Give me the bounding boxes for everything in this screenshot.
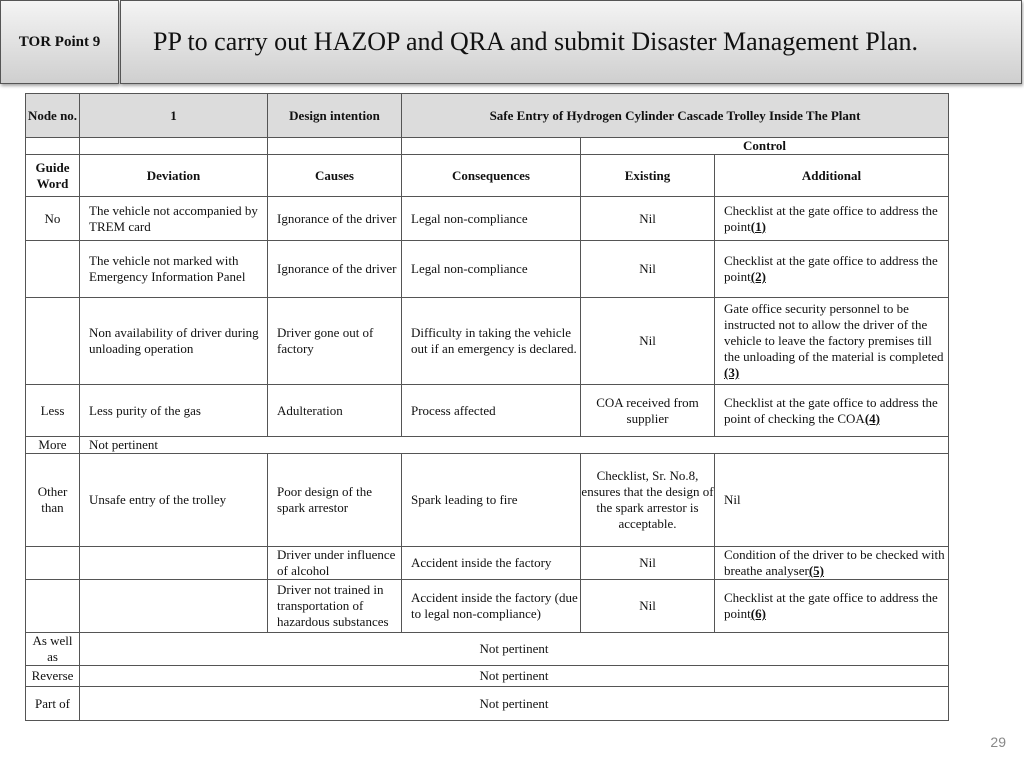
table-row bbox=[26, 687, 949, 721]
table-row bbox=[26, 454, 949, 547]
node-header-row bbox=[26, 94, 949, 138]
additional-control: Checklist at the gate office to address the point of checking the COA(4) bbox=[715, 385, 949, 437]
deviation bbox=[80, 547, 268, 580]
deviation: Non availability of driver during unloading operation bbox=[80, 298, 268, 385]
guide-word: As well as bbox=[26, 633, 80, 666]
design-intention-value: Safe Entry of Hydrogen Cylinder Cascade Trolley Inside The Plant bbox=[402, 94, 949, 138]
col-deviation: Deviation bbox=[80, 155, 268, 197]
guide-word bbox=[26, 547, 80, 580]
col-consequences: Consequences bbox=[402, 155, 581, 197]
table-row bbox=[26, 241, 949, 298]
deviation bbox=[80, 580, 268, 633]
existing-control: Nil bbox=[581, 197, 715, 241]
additional-control: Gate office security personnel to be instructed not to allow the driver of the vehicle to leave the factory premises till the unloading of the material is completed (3) bbox=[715, 298, 949, 385]
control-label: Control bbox=[581, 138, 949, 155]
guide-word: Less bbox=[26, 385, 80, 437]
column-header-row bbox=[26, 155, 949, 197]
deviation: Not pertinent bbox=[80, 437, 949, 454]
existing-control: Nil bbox=[581, 298, 715, 385]
table-row bbox=[26, 580, 949, 633]
guide-word bbox=[26, 298, 80, 385]
table-row bbox=[26, 666, 949, 687]
additional-control: Nil bbox=[715, 454, 949, 547]
col-causes: Causes bbox=[268, 155, 402, 197]
existing-control: Checklist, Sr. No.8, ensures that the design of the spark arrestor is acceptable. bbox=[581, 454, 715, 547]
additional-control: Condition of the driver to be checked with breathe analyser(5) bbox=[715, 547, 949, 580]
guide-word bbox=[26, 241, 80, 298]
additional-control: Checklist at the gate office to address the point(1) bbox=[715, 197, 949, 241]
table-row bbox=[26, 437, 949, 454]
col-additional: Additional bbox=[715, 155, 949, 197]
existing-control: Nil bbox=[581, 547, 715, 580]
cause: Ignorance of the driver bbox=[268, 241, 402, 298]
existing-control: Nil bbox=[581, 241, 715, 298]
guide-word: Other than bbox=[26, 454, 80, 547]
tor-point-label: TOR Point 9 bbox=[0, 0, 119, 84]
deviation: Unsafe entry of the trolley bbox=[80, 454, 268, 547]
reference-number: (1) bbox=[750, 218, 766, 234]
deviation: Less purity of the gas bbox=[80, 385, 268, 437]
additional-control: Checklist at the gate office to address the point(6) bbox=[715, 580, 949, 633]
table-row bbox=[26, 633, 949, 666]
consequence: Spark leading to fire bbox=[402, 454, 581, 547]
table-row bbox=[26, 547, 949, 580]
merged-cell: Not pertinent bbox=[80, 666, 949, 687]
page-number: 29 bbox=[990, 734, 1006, 750]
consequence: Legal non-compliance bbox=[402, 241, 581, 298]
merged-cell: Not pertinent bbox=[80, 687, 949, 721]
cause: Poor design of the spark arrestor bbox=[268, 454, 402, 547]
cause: Driver under influence of alcohol bbox=[268, 547, 402, 580]
table-row bbox=[26, 385, 949, 437]
existing-control: COA received from supplier bbox=[581, 385, 715, 437]
cause: Driver gone out of factory bbox=[268, 298, 402, 385]
guide-word: More bbox=[26, 437, 80, 454]
reference-number: (3) bbox=[724, 365, 740, 380]
consequence: Legal non-compliance bbox=[402, 197, 581, 241]
table-row bbox=[26, 197, 949, 241]
node-value: 1 bbox=[80, 94, 268, 138]
cause: Ignorance of the driver bbox=[268, 197, 402, 241]
consequence: Accident inside the factory (due to legal non-compliance) bbox=[402, 580, 581, 633]
additional-control: Checklist at the gate office to address the point(2) bbox=[715, 241, 949, 298]
cause: Driver not trained in transportation of hazardous substances bbox=[268, 580, 402, 633]
consequence: Process affected bbox=[402, 385, 581, 437]
guide-word: Part of bbox=[26, 687, 80, 721]
consequence: Difficulty in taking the vehicle out if an emergency is declared. bbox=[402, 298, 581, 385]
existing-control: Nil bbox=[581, 580, 715, 633]
hazop-table bbox=[25, 93, 949, 721]
node-label: Node no. bbox=[26, 94, 80, 138]
table-row bbox=[26, 298, 949, 385]
reference-number: (4) bbox=[864, 410, 880, 426]
deviation: The vehicle not marked with Emergency Information Panel bbox=[80, 241, 268, 298]
reference-number: (6) bbox=[750, 606, 766, 621]
merged-cell: Not pertinent bbox=[80, 633, 949, 666]
consequence: Accident inside the factory bbox=[402, 547, 581, 580]
reference-number: (2) bbox=[750, 269, 766, 284]
col-guide-word: Guide Word bbox=[26, 155, 80, 197]
col-existing: Existing bbox=[581, 155, 715, 197]
guide-word bbox=[26, 580, 80, 633]
guide-word: Reverse bbox=[26, 666, 80, 687]
slide-title: PP to carry out HAZOP and QRA and submit Disaster Management Plan. bbox=[120, 0, 1022, 84]
deviation: The vehicle not accompanied by TREM card bbox=[80, 197, 268, 241]
guide-word: No bbox=[26, 197, 80, 241]
design-intention-label: Design intention bbox=[268, 94, 402, 138]
cause: Adulteration bbox=[268, 385, 402, 437]
reference-number: (5) bbox=[808, 563, 824, 578]
control-row bbox=[26, 138, 949, 155]
